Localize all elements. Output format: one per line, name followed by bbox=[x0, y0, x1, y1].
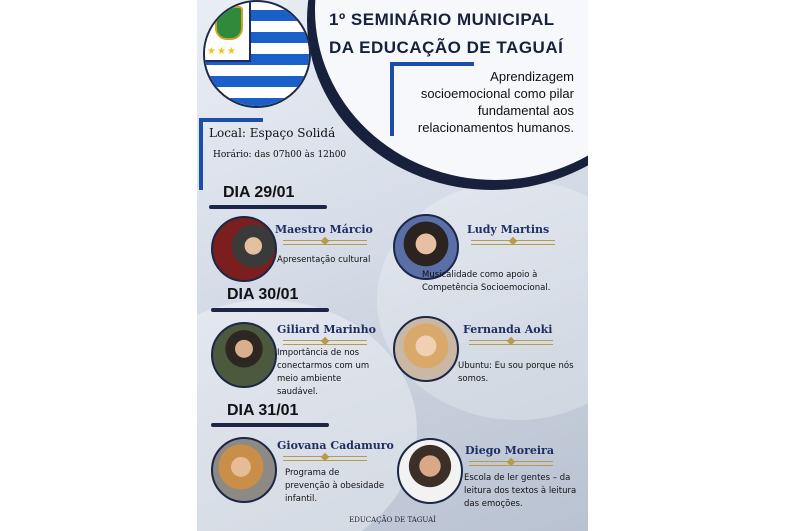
speaker-topic: Apresentação cultural bbox=[277, 255, 371, 265]
title-line-2: DA EDUCAÇÃO DE TAGUAÍ bbox=[329, 38, 564, 57]
event-location: Local: Espaço Solidá bbox=[209, 126, 336, 140]
speaker-photo-giliard-marinho bbox=[211, 322, 277, 388]
speaker-photo-fernanda-aoki bbox=[393, 316, 459, 382]
speaker-name: Giliard Marinho bbox=[277, 323, 376, 336]
name-flourish bbox=[283, 456, 367, 461]
day-underline bbox=[211, 423, 329, 427]
event-subtitle: Aprendizagem socioemocional como pilar fundamental aos relacionamentos humanos. bbox=[417, 69, 574, 135]
day-label: DIA 31/01 bbox=[227, 402, 299, 419]
day-underline bbox=[209, 205, 327, 209]
poster-footer: EDUCAÇÃO DE TAGUAÍ bbox=[349, 516, 436, 524]
speaker-photo-diego-moreira bbox=[397, 438, 463, 504]
day-label: DIA 30/01 bbox=[227, 286, 299, 303]
name-flourish bbox=[471, 240, 555, 245]
speaker-name: Ludy Martins bbox=[467, 223, 550, 236]
speaker-topic: Musicalidade como apoio à Competência Socioemocional. bbox=[422, 270, 551, 293]
speaker-photo-giovana-cadamuro bbox=[211, 437, 277, 503]
speaker-name: Fernanda Aoki bbox=[463, 323, 553, 336]
speaker-topic: Ubuntu: Eu sou porque nós somos. bbox=[458, 361, 574, 384]
day-label: DIA 29/01 bbox=[223, 184, 295, 201]
name-flourish bbox=[469, 461, 553, 466]
taguai-flag-emblem bbox=[203, 0, 311, 108]
speaker-topic: Importância de nos conectarmos com um meio ambiente saudável. bbox=[277, 348, 370, 397]
flag-stars: ★★★ bbox=[207, 46, 237, 57]
day-underline bbox=[211, 308, 329, 312]
speaker-topic: Programa de prevenção à obesidade infantil. bbox=[285, 468, 385, 504]
speaker-topic: Escola de ler gentes – da leitura dos textos à leitura das emoções. bbox=[464, 473, 577, 509]
speaker-photo-maestro-marcio bbox=[211, 216, 277, 282]
speaker-name: Giovana Cadamuro bbox=[277, 439, 394, 452]
name-flourish bbox=[283, 240, 367, 245]
title-line-1: 1º SEMINÁRIO MUNICIPAL bbox=[329, 10, 555, 29]
speaker-name: Maestro Márcio bbox=[275, 223, 373, 236]
name-flourish bbox=[283, 340, 367, 345]
speaker-name: Diego Moreira bbox=[465, 444, 554, 457]
coat-of-arms-icon bbox=[215, 6, 243, 40]
event-poster bbox=[197, 0, 588, 531]
event-schedule: Horário: das 07h00 às 12h00 bbox=[213, 150, 347, 160]
name-flourish bbox=[469, 340, 553, 345]
flag-canton bbox=[205, 2, 251, 62]
